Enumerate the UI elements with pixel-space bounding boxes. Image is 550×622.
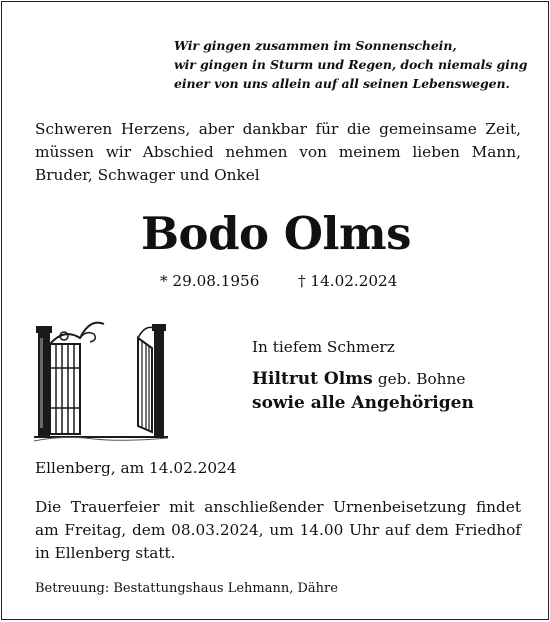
poem-line: wir gingen in Sturm und Regen, doch niemals ging (174, 57, 528, 72)
mourner-maiden-name: geb. Bohne (377, 370, 466, 388)
funeral-details: Die Trauerfeier mit anschließender Urnenbeisetzung findet am Freitag, dem 08.03.2024, um 14.00 Uhr auf dem Friedhof in Ellenberg statt. (35, 498, 521, 562)
cemetery-gate-icon (34, 308, 168, 442)
mourner-name: Hiltrut Olms (252, 369, 373, 389)
life-dates (160, 270, 420, 292)
intro-text: Schweren Herzens, aber dankbar für die gemeinsame Zeit, müssen wir Abschied nehmen von meinem lieben Mann, Bruder, Schwager und Onkel (35, 120, 521, 184)
poem-line: Wir gingen zusammen im Sonnenschein, (174, 38, 457, 53)
poem-line: einer von uns allein auf all seinen Lebenswegen. (174, 76, 510, 91)
other-mourners: sowie alle Angehörigen (252, 393, 474, 413)
poem (174, 36, 534, 93)
death-date: † 14.02.2024 (298, 272, 398, 290)
funeral-home-credit: Betreuung: Bestattungshaus Lehmann, Dähre (35, 581, 338, 596)
birth-date: * 29.08.1956 (160, 272, 260, 290)
place-and-date: Ellenberg, am 14.02.2024 (35, 459, 237, 477)
obituary-notice (1, 1, 549, 620)
deceased-name: Bodo Olms (141, 207, 411, 260)
mourner-line (252, 367, 465, 391)
mourners-label: In tiefem Schmerz (252, 338, 395, 356)
